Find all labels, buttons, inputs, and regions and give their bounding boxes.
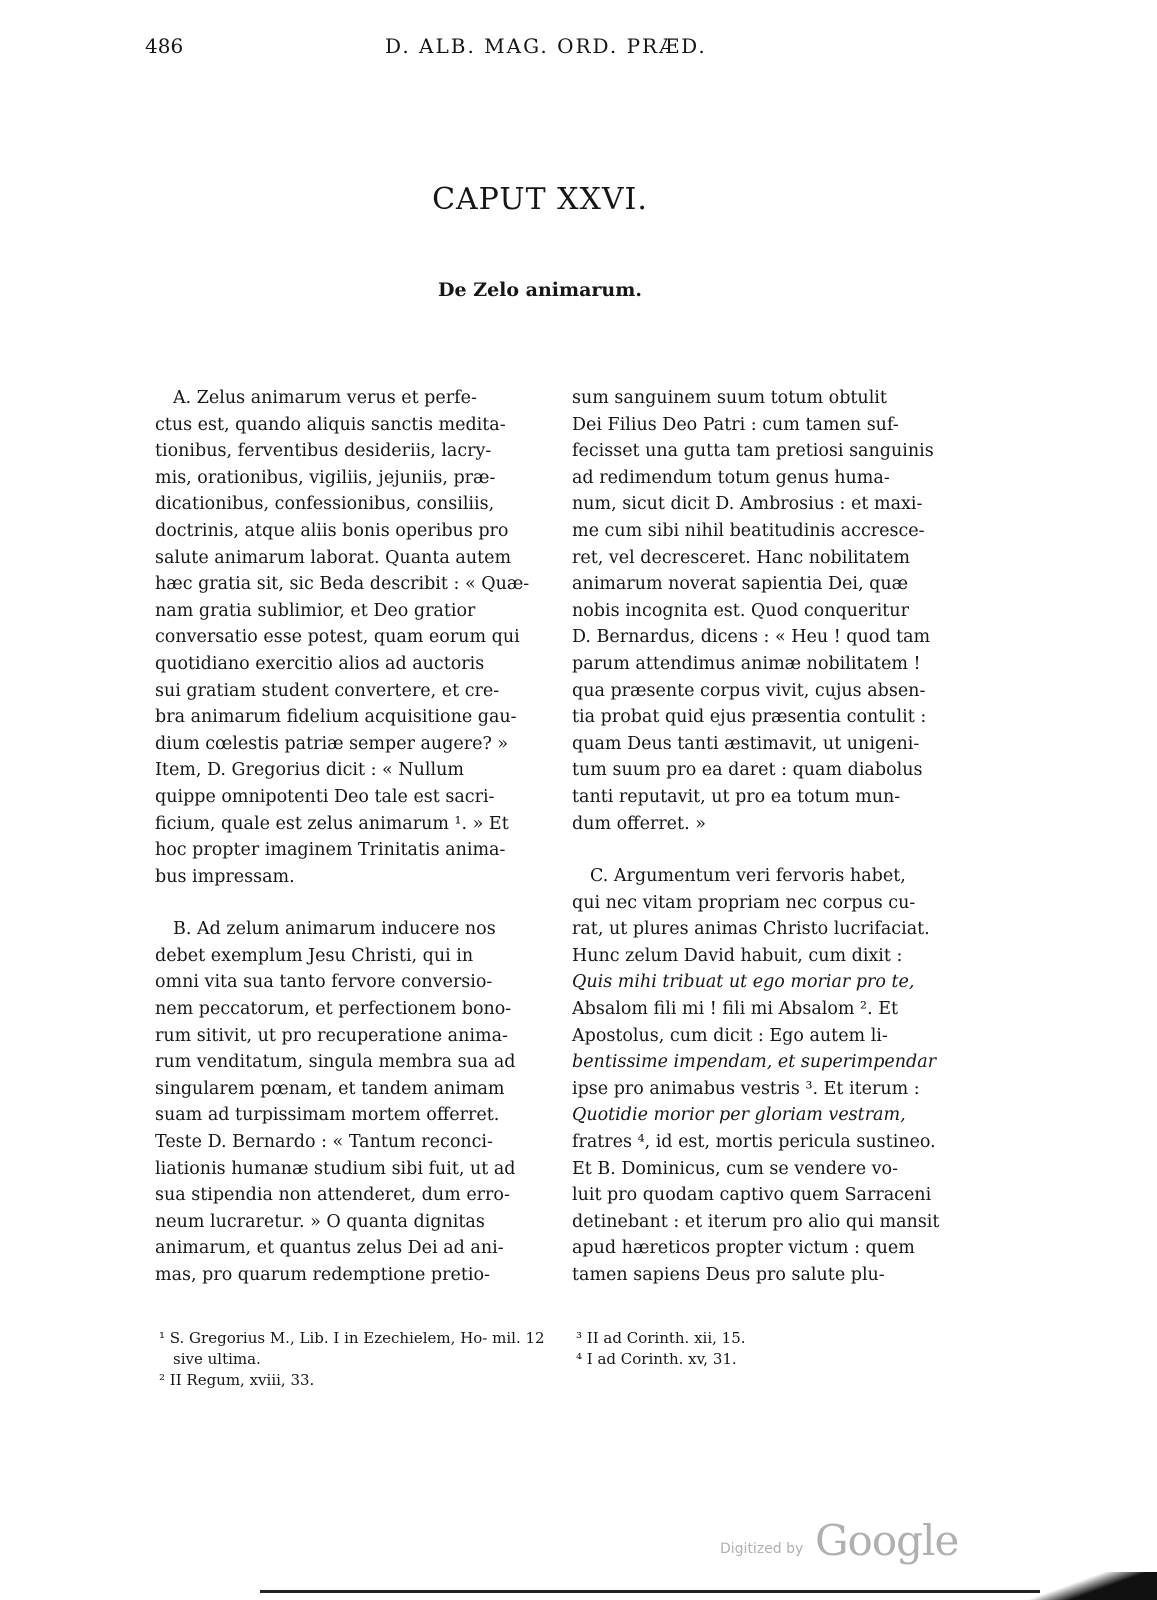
text-line: mas, pro quarum redemptione pretio-: [155, 1265, 490, 1285]
text-line: luit pro quodam captivo quem Sarraceni: [572, 1185, 932, 1206]
text-line: ficium, quale est zelus animarum ¹. » Et: [155, 813, 509, 834]
text-line: dium cœlestis patriæ semper augere? »: [155, 733, 509, 754]
text-line: nobis incognita est. Quod conqueritur: [572, 600, 909, 621]
text-line: rum venditatum, singula membra sua ad: [155, 1052, 516, 1073]
text-line: ret, vel decresceret. Hanc nobilitatem: [572, 547, 910, 568]
footnote: ¹ S. Gregorius M., Lib. I in Ezechielem, Ho- mil. 12 sive ultima.: [159, 1329, 545, 1368]
text-line: dicationibus, confessionibus, consiliis,: [155, 494, 495, 515]
page-number: 486: [145, 34, 184, 58]
text-line: Quotidie morior per gloriam vestram,: [572, 1105, 906, 1126]
text-line: bus impressam.: [155, 866, 295, 887]
text-line: hoc propter imaginem Trinitatis anima-: [155, 840, 506, 861]
text-line: animarum, et quantus zelus Dei ad ani-: [155, 1238, 504, 1259]
section-title: De Zelo animarum.: [438, 279, 642, 301]
text-line: debet exemplum Jesu Christi, qui in: [155, 945, 474, 966]
running-head: [145, 34, 997, 64]
text-line: apud hæreticos propter victum : quem: [572, 1238, 915, 1259]
running-title: D. ALB. MAG. ORD. PRÆD.: [385, 34, 707, 58]
footnotes-left: [155, 1328, 550, 1391]
text-line: Apostolus, cum dicit : Ego autem li-: [572, 1025, 888, 1046]
text-line: quippe omnipotenti Deo tale est sacri-: [155, 786, 495, 807]
text-line: Et B. Dominicus, cum se vendere vo-: [572, 1158, 898, 1179]
text-line: ctus est, quando aliquis sanctis medita-: [155, 414, 506, 435]
text-line: omni vita sua tanto fervore conversio-: [155, 972, 493, 993]
footnote: ⁴ I ad Corinth. xv, 31.: [576, 1350, 737, 1368]
text-line: tamen sapiens Deus pro salute plu-: [572, 1265, 885, 1285]
text-line: Item, D. Gregorius dicit : « Nullum: [155, 760, 464, 781]
text-line: B. Ad zelum animarum inducere nos: [173, 919, 496, 940]
right-text-column: [572, 385, 962, 1289]
text-line: dum offerret. »: [572, 813, 706, 834]
text-line: ipse pro animabus vestris ³. Et iterum :: [572, 1078, 920, 1099]
text-line: nem peccatorum, et perfectionem bono-: [155, 999, 512, 1020]
digitization-watermark: [720, 1516, 970, 1566]
text-line: animarum noverat sapientia Dei, quæ: [572, 574, 909, 595]
footnote: ³ II ad Corinth. xii, 15.: [576, 1329, 746, 1347]
text-line: sum sanguinem suum totum obtulit: [572, 388, 887, 408]
text-line: Teste D. Bernardo : « Tantum reconci-: [155, 1132, 493, 1153]
text-line: liationis humanæ studium sibi fuit, ut ad: [155, 1158, 516, 1179]
text-line: mis, orationibus, vigiliis, jejuniis, præ-: [155, 467, 496, 488]
chapter-title: CAPUT XXVI.: [432, 182, 648, 217]
text-line: ad redimendum totum genus huma-: [572, 467, 890, 488]
text-line: qua præsente corpus vivit, cujus absen-: [572, 680, 926, 701]
text-line: Hunc zelum David habuit, cum dixit :: [572, 945, 903, 966]
text-line: bra animarum fidelium acquisitione gau-: [155, 707, 517, 728]
text-line: fecisset una gutta tam pretiosi sanguinis: [572, 441, 934, 462]
text-line: nam gratia sublimior, et Deo gratior: [155, 600, 476, 621]
text-line: quotidiano exercitio alios ad auctoris: [155, 653, 485, 674]
text-line: qui nec vitam propriam nec corpus cu-: [572, 892, 916, 913]
text-line: Quis mihi tribuat ut ego moriar pro te,: [572, 972, 915, 993]
scan-corner-shadow: [1017, 1572, 1157, 1600]
text-line: Dei Filius Deo Patri : cum tamen suf-: [572, 414, 899, 435]
text-line: sua stipendia non attenderet, dum erro-: [155, 1185, 510, 1206]
text-line: hæc gratia sit, sic Beda describit : « Quæ-: [155, 574, 530, 595]
text-line: rat, ut plures animas Christo lucrifaciat.: [572, 919, 930, 940]
text-line: salute animarum laborat. Quanta autem: [155, 547, 512, 568]
scan-edge-line: [260, 1590, 1040, 1593]
text-line: me cum sibi nihil beatitudinis accresce-: [572, 520, 925, 541]
text-line: detinebant : et iterum pro alio qui mansit: [572, 1211, 940, 1232]
text-line: doctrinis, atque aliis bonis operibus pro: [155, 520, 509, 541]
text-line: neum lucraretur. » O quanta dignitas: [155, 1211, 485, 1232]
text-line: suam ad turpissimam mortem offerret.: [155, 1105, 500, 1126]
footnotes-right: [572, 1328, 932, 1370]
text-line: rum sitivit, ut pro recuperatione anima-: [155, 1025, 508, 1046]
text-line: D. Bernardus, dicens : « Heu ! quod tam: [572, 627, 931, 648]
text-line: tia probat quid ejus præsentia contulit :: [572, 707, 927, 728]
paragraph-gap: [572, 837, 962, 863]
paragraph-gap: [155, 890, 545, 916]
text-line: parum attendimus animæ nobilitatem !: [572, 653, 921, 674]
left-text-column: [155, 385, 545, 1289]
text-line: num, sicut dicit D. Ambrosius : et maxi-: [572, 494, 923, 515]
text-line: tum suum pro ea daret : quam diabolus: [572, 760, 923, 781]
google-logo: Google: [815, 1516, 959, 1565]
text-line: Absalom fili mi ! fili mi Absalom ². Et: [572, 999, 898, 1020]
watermark-prefix: Digitized by: [720, 1541, 804, 1557]
text-line: A. Zelus animarum verus et perfe-: [173, 388, 477, 408]
text-line: fratres ⁴, id est, mortis pericula sustineo.: [572, 1132, 936, 1153]
text-line: tanti reputavit, ut pro ea totum mun-: [572, 786, 901, 807]
text-line: quam Deus tanti æstimavit, ut unigeni-: [572, 733, 920, 754]
text-line: singularem pœnam, et tandem animam: [155, 1078, 505, 1099]
text-line: bentissime impendam, et superimpendar: [572, 1052, 937, 1073]
text-line: tionibus, ferventibus desideriis, lacry-: [155, 441, 492, 462]
text-line: sui gratiam student convertere, et cre-: [155, 680, 500, 701]
text-line: C. Argumentum veri fervoris habet,: [590, 866, 906, 887]
footnote: ² II Regum, xviii, 33.: [159, 1371, 315, 1389]
text-line: conversatio esse potest, quam eorum qui: [155, 627, 520, 648]
